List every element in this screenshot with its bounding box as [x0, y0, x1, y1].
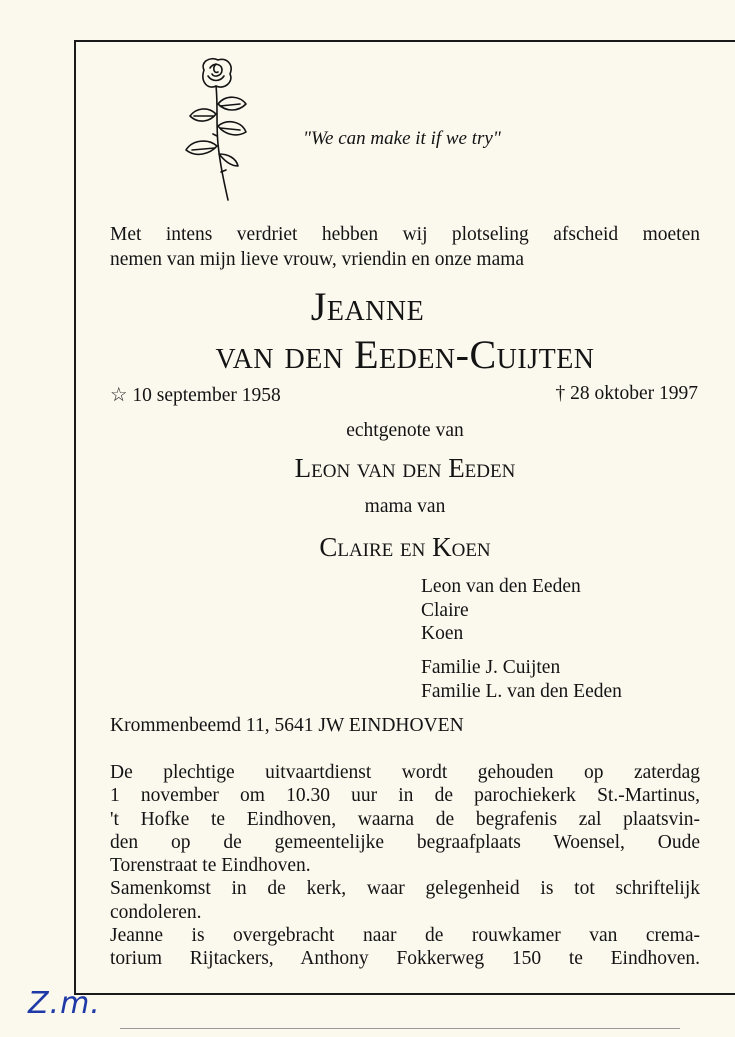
address: Krommenbeemd 11, 5641 JW EINDHOVEN [110, 715, 464, 736]
children-label: mama van [364, 496, 446, 517]
birth-date: ☆ 10 september 1958 [110, 385, 281, 406]
rose-icon [180, 54, 254, 204]
deceased-first-name: Jeanne [310, 284, 425, 329]
signer-name: Familie J. Cuijten [421, 657, 561, 678]
signer-name: Familie L. van den Eeden [421, 680, 622, 702]
intro-text [110, 222, 700, 272]
body-line: torium Rijtackers, Anthony Fokkerweg 150 te Eindhoven. [110, 948, 700, 970]
death-date: † 28 oktober 1997 [555, 383, 698, 404]
body-line: condoleren. [110, 901, 202, 923]
spouse-name: Leon van den Eeden [294, 453, 516, 483]
children-names: Claire en Koen [319, 532, 491, 562]
cut-line [120, 1028, 680, 1029]
spouse-label: echtgenote van [346, 420, 464, 441]
signers-relatives [421, 656, 622, 703]
motto-quote: "We can make it if we try" [303, 128, 501, 149]
body-line: 1 november om 10.30 uur in de parochiekerk St.-Martinus, [110, 785, 700, 807]
body-line: den op de gemeentelijke begraafplaats Woensel, Oude [110, 831, 700, 853]
body-line: Torenstraat te Eindhoven. [110, 855, 311, 877]
deceased-last-name: van den Eeden-Cuijten [215, 332, 595, 377]
handwritten-note: Z.m. [28, 986, 101, 1021]
body-line: De plechtige uitvaartdienst wordt gehouden op zaterdag [110, 762, 700, 783]
body-line: Jeanne is overgebracht naar de rouwkamer van crema- [110, 925, 700, 947]
body-line: Samenkomst in de kerk, waar gelegenheid is tot schriftelijk [110, 878, 700, 900]
funeral-details [110, 761, 700, 971]
body-line: 't Hofke te Eindhoven, waarna de begrafenis zal plaatsvin- [110, 808, 700, 830]
signer-name: Claire [421, 599, 469, 621]
intro-line: Met intens verdriet hebben wij plotseling afscheid moeten [110, 224, 700, 245]
signer-name: Leon van den Eeden [421, 576, 581, 597]
signer-name: Koen [421, 623, 464, 644]
signers-family [421, 575, 581, 646]
intro-line: nemen van mijn lieve vrouw, vriendin en onze mama [110, 249, 525, 270]
